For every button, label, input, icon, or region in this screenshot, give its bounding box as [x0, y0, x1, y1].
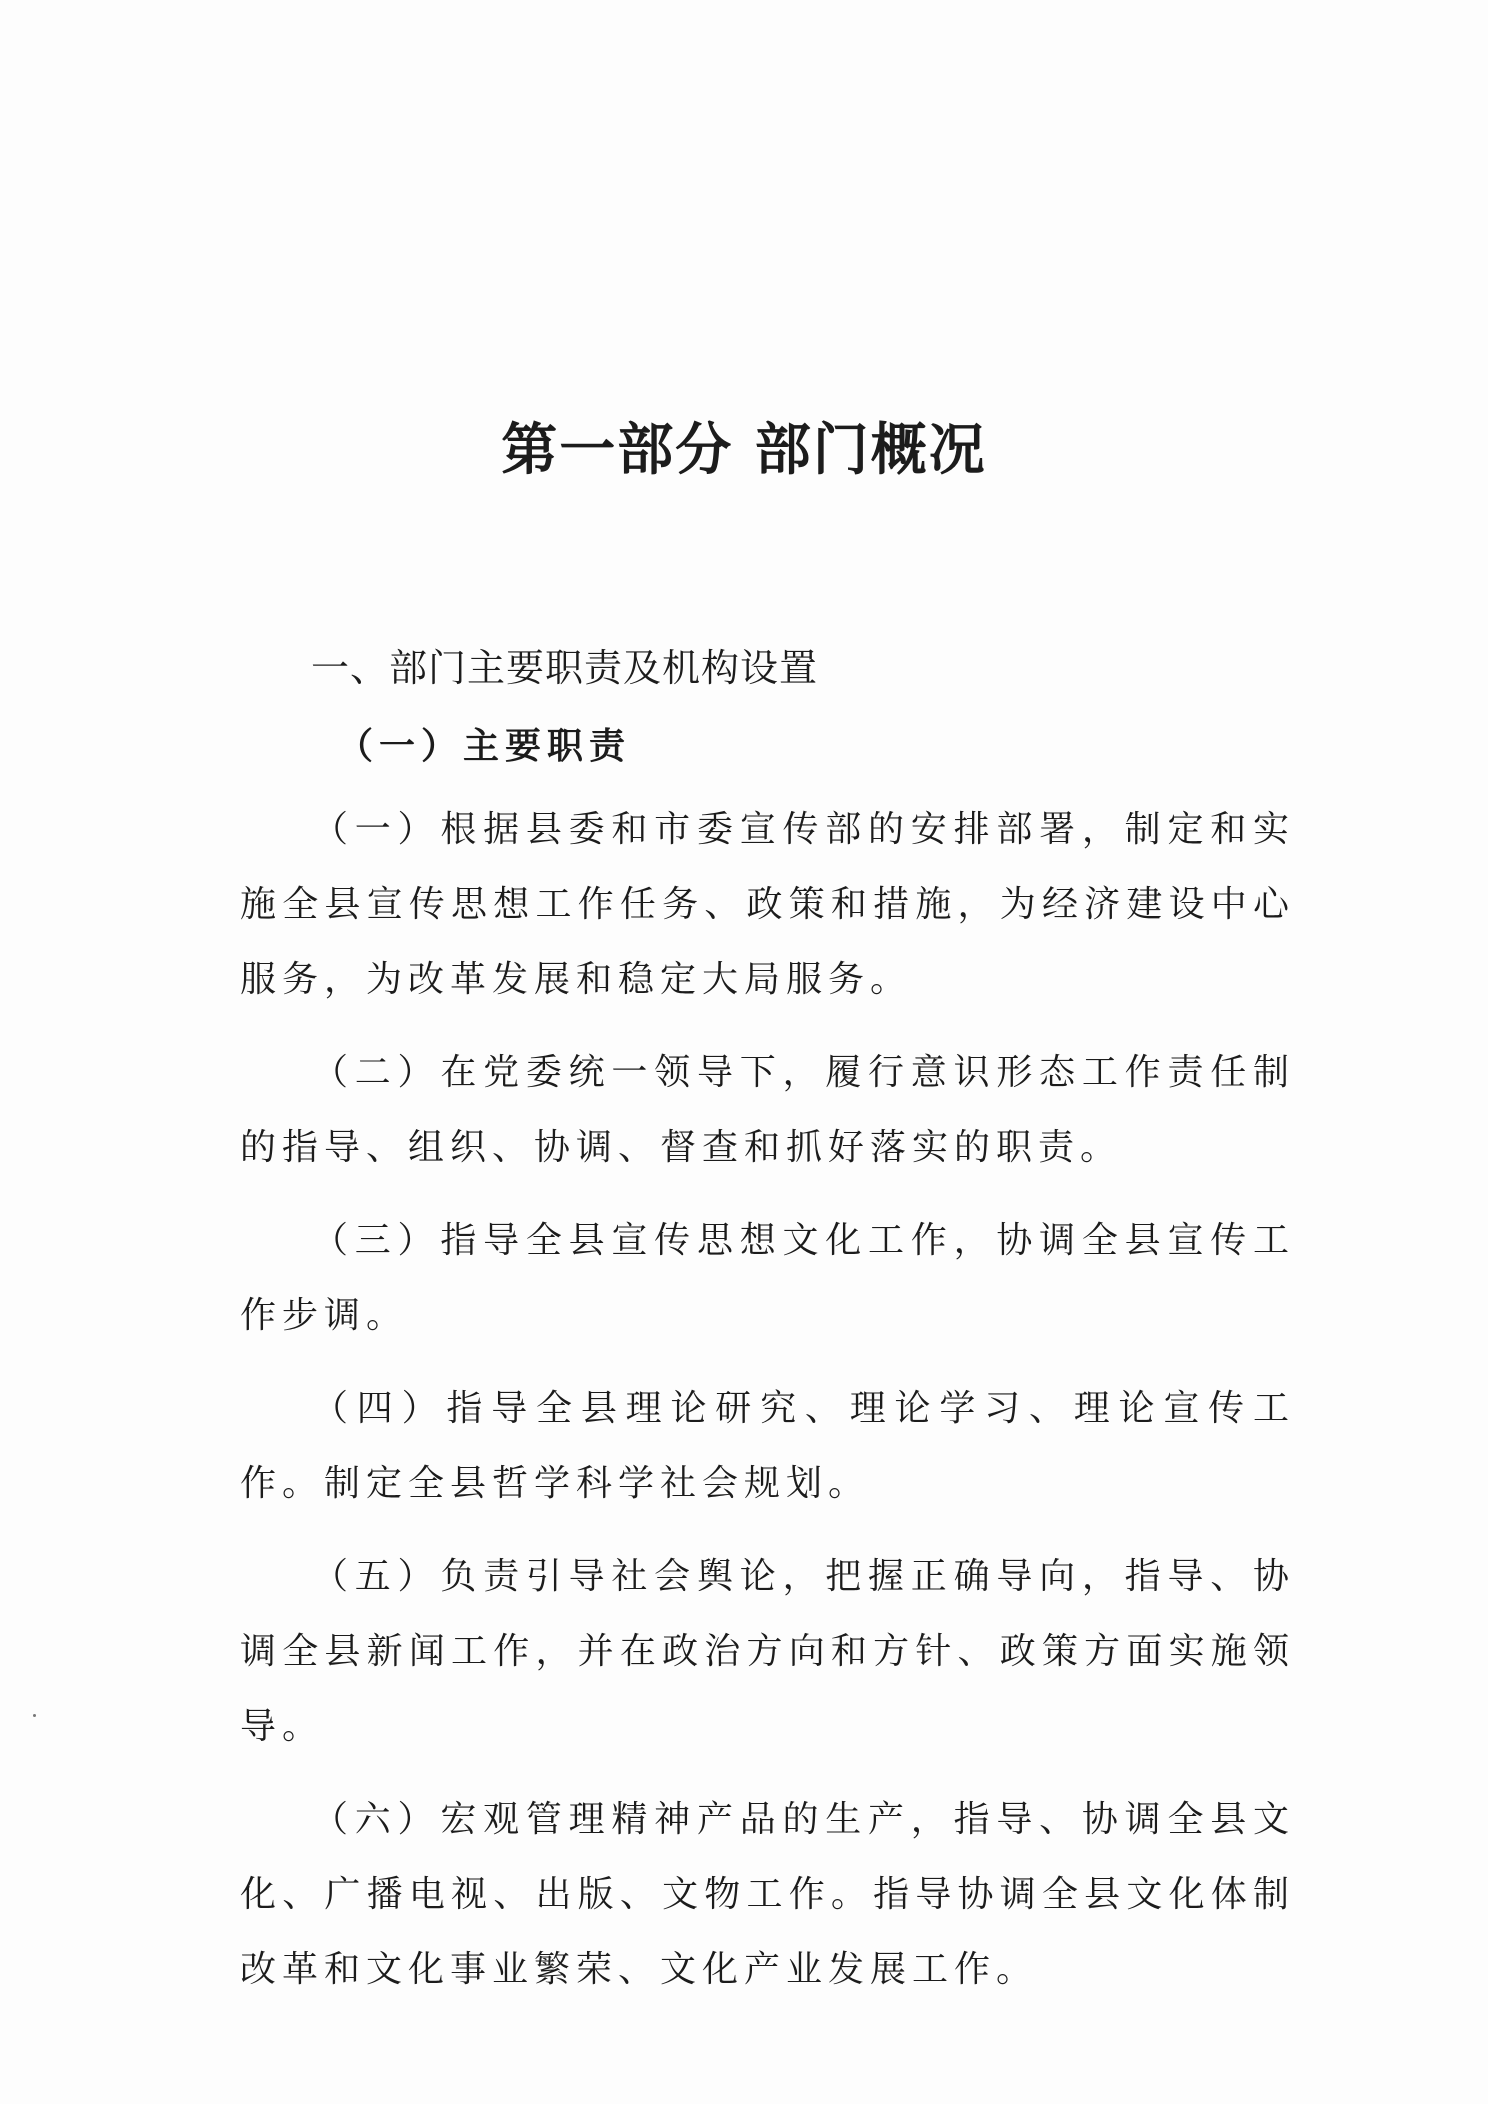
paragraph-6: （六）宏观管理精神产品的生产，指导、协调全县文化、广播电视、出版、文物工作。指导协调全县文化体制改革和文化事业繁荣、文化产业发展工作。	[240, 1799, 1295, 1990]
paragraph-4: （四）指导全县理论研究、理论学习、理论宣传工作。制定全县哲学科学社会规划。	[240, 1388, 1295, 1504]
page-title: 第一部分 部门概况	[501, 417, 987, 483]
paragraph-5: （五）负责引导社会舆论，把握正确导向，指导、协调全县新闻工作，并在政治方向和方针、政策方面实施领导。	[240, 1556, 1295, 1747]
paragraph-2: （二）在党委统一领导下，履行意识形态工作责任制的指导、组织、协调、督查和抓好落实的职责。	[240, 1052, 1295, 1168]
paragraph-1: （一）根据县委和市委宣传部的安排部署，制定和实施全县宣传思想工作任务、政策和措施，为经济建设中心服务，为改革发展和稳定大局服务。	[240, 809, 1295, 1000]
sub-heading: （一）主要职责	[337, 725, 632, 767]
body-text	[240, 792, 1295, 2025]
section-heading: 一、部门主要职责及机构设置	[311, 646, 819, 690]
scan-speck	[33, 1714, 36, 1717]
paragraph-3: （三）指导全县宣传思想文化工作，协调全县宣传工作步调。	[240, 1220, 1295, 1336]
